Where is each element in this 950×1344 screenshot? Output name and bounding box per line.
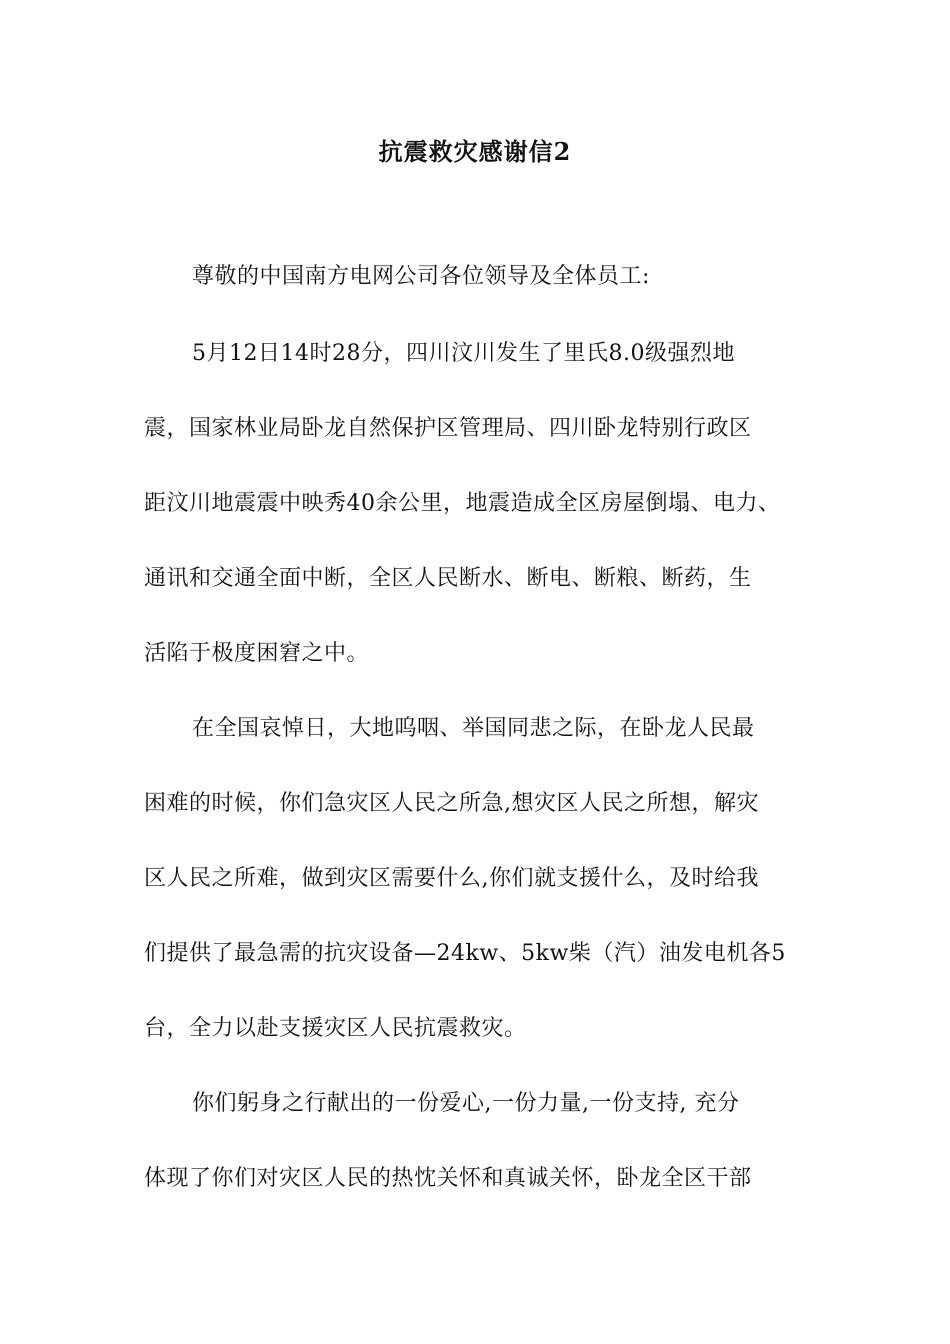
paragraph-line: 距汶川地震震中映秀40余公里，地震造成全区房屋倒塌、电力、 — [144, 491, 781, 516]
salutation: 尊敬的中国南方电网公司各位领导及全体员工: — [192, 264, 650, 289]
paragraph-line: 5月12日14时28分，四川汶川发生了里氏8.0级强烈地 — [192, 341, 735, 366]
paragraph-line: 们提供了最急需的抗灾设备—24kw、5kw柴（汽）油发电机各5 — [144, 941, 786, 966]
paragraph-line: 体现了你们对灾区人民的热忱关怀和真诚关怀，卧龙全区干部 — [144, 1166, 752, 1191]
paragraph-line: 震，国家林业局卧龙自然保护区管理局、四川卧龙特别行政区 — [144, 416, 752, 441]
paragraph-line: 活陷于极度困窘之中。 — [144, 641, 370, 666]
document-title: 抗震救灾感谢信2 — [378, 137, 572, 166]
paragraph-line: 困难的时候，你们急灾区人民之所急,想灾区人民之所想，解灾 — [144, 791, 759, 816]
paragraph-line: 台，全力以赴支援灾区人民抗震救灾。 — [144, 1016, 527, 1041]
paragraph-line: 通讯和交通全面中断，全区人民断水、断电、断粮、断药，生 — [144, 566, 752, 591]
paragraph-line: 区人民之所难，做到灾区需要什么,你们就支援什么，及时给我 — [144, 866, 759, 891]
paragraph-line: 在全国哀悼日，大地呜咽、举国同悲之际，在卧龙人民最 — [192, 716, 755, 741]
paragraph-line: 你们躬身之行献出的一份爱心,一份力量,一份支持, 充分 — [192, 1091, 740, 1116]
